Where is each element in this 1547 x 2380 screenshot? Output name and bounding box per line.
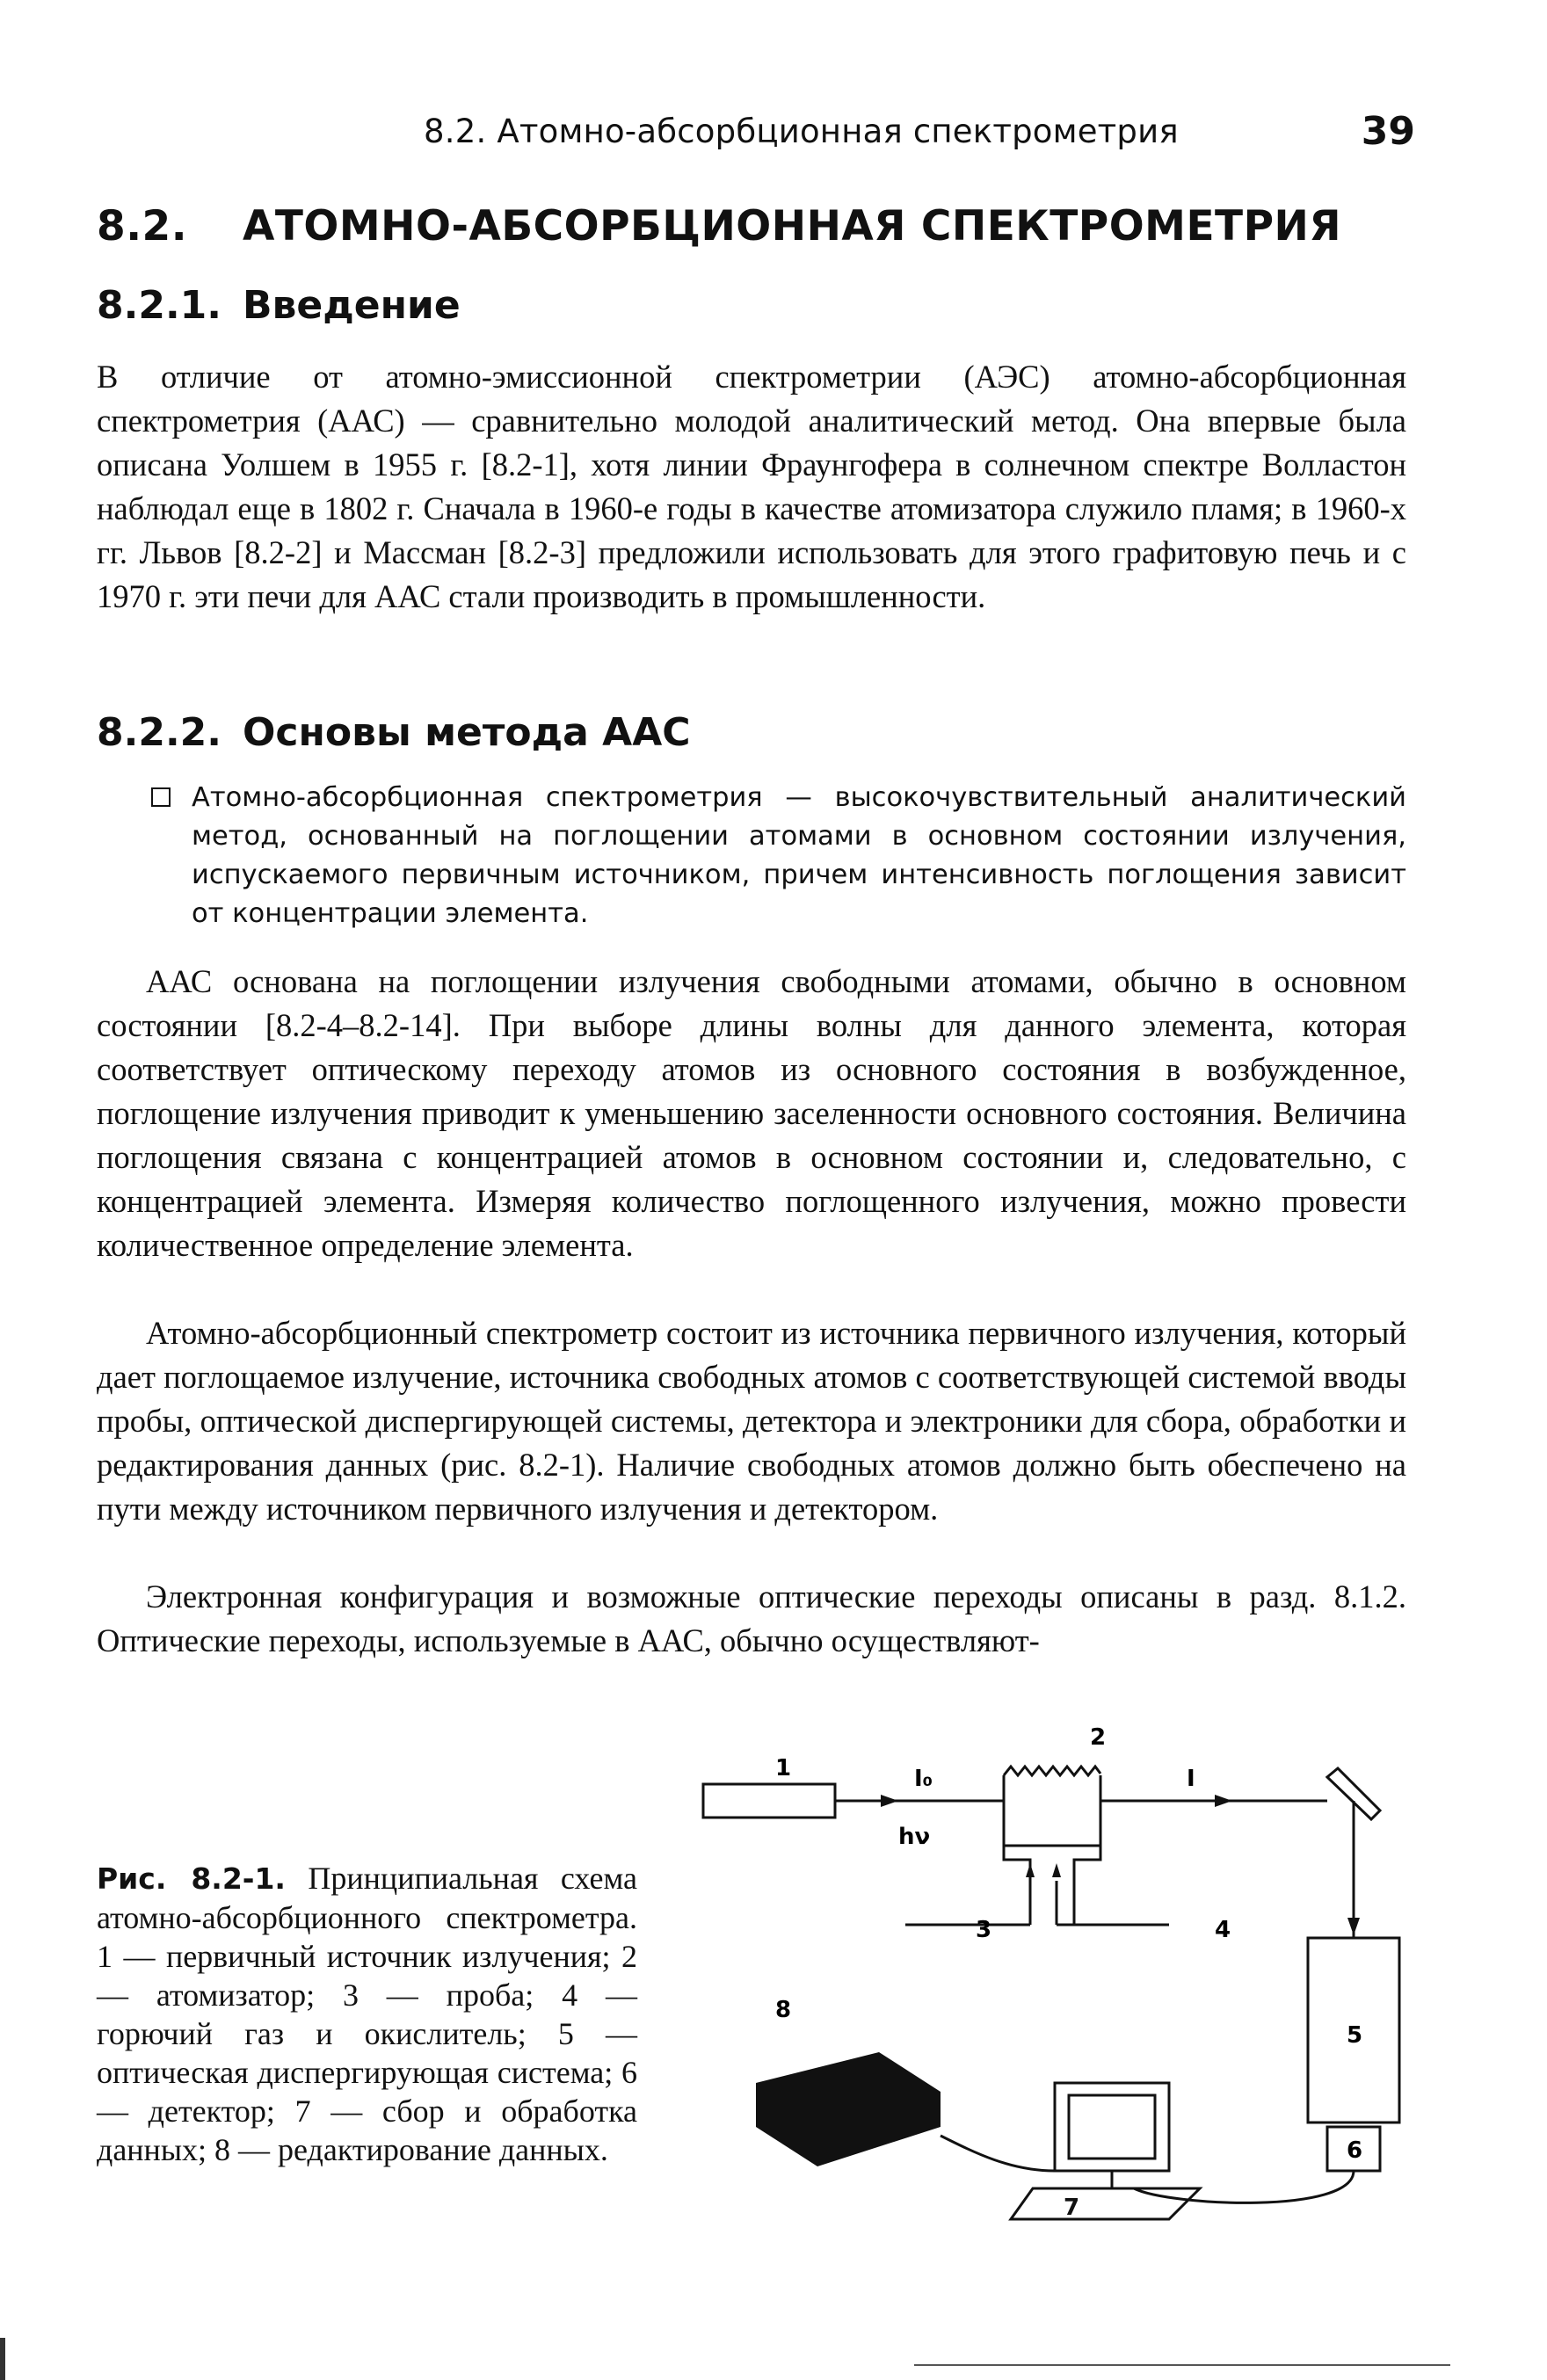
label-atomizer: 2 <box>1090 1724 1107 1751</box>
label-sample: 3 <box>976 1917 992 1943</box>
arrow-icon <box>1052 1863 1061 1877</box>
arrow-icon <box>1215 1795 1232 1807</box>
body-paragraph: Электронная конфигурация и возможные оптические переходы описаны в разд. 8.1.2. Оптические переходы, используемые в ААС, обычно осуществляют- <box>97 1578 1406 1658</box>
arrow-icon <box>1026 1863 1035 1877</box>
subsection-title: Основы метода ААС <box>243 710 691 755</box>
subsection-number: 8.2.2. <box>97 710 222 755</box>
label-computer-number: 7 <box>1064 2195 1080 2221</box>
printer-cable <box>941 2136 1055 2171</box>
section-title: АТОМНО-АБСОРБЦИОННАЯ СПЕКТРОМЕТРИЯ <box>243 202 1342 250</box>
flame-icon <box>1004 1767 1100 1775</box>
page-edge-mark <box>0 2338 5 2380</box>
printer-icon <box>756 2052 941 2166</box>
label-printer: 8 <box>775 1997 792 2023</box>
section-number: 8.2. <box>97 202 188 250</box>
square-bullet-icon <box>151 787 171 807</box>
aas-schematic-svg <box>677 1714 1433 2224</box>
arrow-icon <box>1347 1918 1360 1935</box>
body-paragraph: Атомно-абсорбционный спектрометр состоит из источника первичного излучения, который дает поглощаемое излучение, источника свободных атомов с соответствующей системой вводы пробы, оптической диспергирующей системы, детектора и электроники для сбора, обработки и редактирования данных (рис. 8.2-1). Наличие свободных атомов должно быть обеспечено на пути между источником первичного излучения и детектором. <box>97 1315 1406 1527</box>
intro-paragraph: В отличие от атомно-эмиссионной спектрометрии (АЭС) атомно-абсорбционная спектрометрия (ААС) — сравнительно молодой аналитический метод. Она впервые была описана Уолшем в 1955 г. [8.2-1], хотя линии Фраунгофера в солнечном спектре Волластон наблюдал еще в 1802 г. Сначала в 1960-е годы в качестве атомизатора служило пламя; в 1960-х гг. Львов [8.2-2] и Массман [8.2-3] предложили использовать для этого графитовую печь и с 1970 г. эти печи для ААС стали производить в промышленности. <box>97 359 1406 614</box>
figure-caption-text: Принципиальная схема атомно-абсорбционного спектрометра. 1 — первичный источник излучения; 2 — атомизатор; 3 — проба; 4 — горючий газ и окислитель; 5 — оптическая диспергирующая система; 6 — детектор; 7 — сбор и обработка данных; 8 — редактирование данных. <box>97 1861 637 2167</box>
burner-neck <box>1004 1846 1100 1881</box>
label-beam-out: I <box>1187 1766 1195 1792</box>
keyboard-icon <box>1011 2188 1200 2219</box>
label-dispersion: 5 <box>1347 2022 1363 2049</box>
monitor-screen <box>1069 2095 1155 2159</box>
atomizer-body <box>1004 1775 1100 1846</box>
bottom-rule <box>914 2364 1450 2366</box>
page-number: 39 <box>1361 109 1415 154</box>
aas-schematic-figure <box>677 1714 1433 2224</box>
subsection-title: Введение <box>243 283 461 328</box>
definition-block <box>192 779 1406 933</box>
running-title: 8.2. Атомно-абсорбционная спектрометрия <box>424 112 1179 150</box>
burner-tubes <box>1030 1881 1074 1925</box>
label-gas: 4 <box>1215 1917 1231 1943</box>
definition-text: Атомно-абсорбционная спектрометрия — высокочувствительный аналитический метод, основанный на поглощении атомами в основном состоянии излучения, испускаемого первичным источником, причем интенсивность поглощения зависит от концентрации элемента. <box>192 782 1406 929</box>
arrow-icon <box>881 1795 898 1807</box>
figure-caption-label: Рис. 8.2-1. <box>97 1861 286 1896</box>
running-head <box>97 109 1415 156</box>
label-beam-in: I₀ <box>914 1766 933 1792</box>
subsection-number: 8.2.1. <box>97 283 222 328</box>
label-photon: hν <box>898 1824 931 1850</box>
body-paragraph: ААС основана на поглощении излучения свободными атомами, обычно в основном состоянии [8.2-4–8.2-14]. При выборе длины волны для данного элемента, которая соответствует оптическому переходу атомов из основного состояния в возбужденное, поглощение излучения приводит к уменьшению заселенности основного состояния. Величина поглощения связана с концентрацией атомов в основном состоянии и, следовательно, с концентрацией элемента. Измеряя количество поглощенного излучения, можно провести количественное определение элемента. <box>97 963 1406 1263</box>
primary-source-box <box>703 1784 835 1818</box>
data-cable <box>1134 2171 1354 2202</box>
label-detector: 6 <box>1347 2137 1363 2164</box>
label-source: 1 <box>775 1755 792 1781</box>
figure-caption <box>97 1859 637 2169</box>
